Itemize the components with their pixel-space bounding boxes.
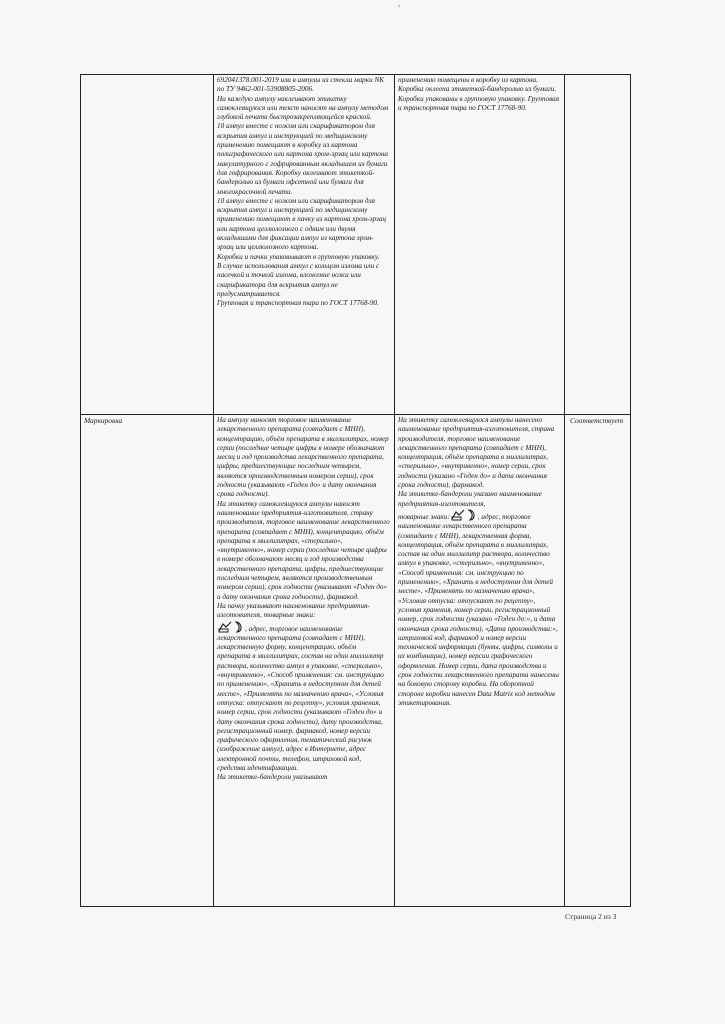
nd-paragraph: 692041378.001-2019 или в ампулы из стекла марки NK по ТУ 9462-001-53908805-2006. xyxy=(217,76,385,94)
nd-paragraph: На этикетку самоклеящуюся ампулы наносят наименование предприятия-изготовителя, страну производителя, торговое наименование лекарственного препарата (совпадает с МНН), концентрацию, объём препарата в миллилитрах, «стерильно», «внутривенно», номер серии (последние четыре цифры в номере обозначают месяц и год производства лекарственного препарата, цифры, предшествующие последним четырем, являются производственным номером серии), срок годности (указывают «Годен до» и дату окончания срока годности), фармакод. xyxy=(217,499,390,601)
verdict-label xyxy=(568,76,570,85)
sample-paragraph: Коробки упакованы в групповую упаковку. Групповая и транспортная тара по ГОСТ 17768-90. xyxy=(398,94,560,112)
table-row-packaging xyxy=(81,75,631,415)
dosage-emblem-icon xyxy=(467,509,477,521)
document-table xyxy=(80,74,631,907)
nd-paragraph-with-symbols xyxy=(217,621,390,774)
sample-paragraph-with-symbols xyxy=(398,509,560,708)
nd-paragraph: На ампулу наносят торговое наименование лекарственного препарата (совпадает с МНН), концентрацию, объём препарата в миллилитрах, номер серии (последние четыре цифры в номере обозначают месяц и год производства лекарственного препарата, цифры, предшествующие последним четырем, являются производственным номером серии), срок годности (указывают «Годен до» и дату окончания срока годности). xyxy=(217,416,389,499)
verdict-label: Соответствует xyxy=(570,416,624,425)
param-cell xyxy=(81,415,214,907)
sample-paragraph: На этикетке-бандероли указано наименование предприятия-изготовителя, xyxy=(398,490,542,508)
sample-paragraph: , адрес, торговое наименование лекарственного препарата (совпадает с МНН), лекарственная форма, концентрация, объём препарата в миллилитрах, состав на один миллилитр раствора, количество ампул в упаковке, «стерильно», «внутривенно», «Способ применения: см. инструкцию по применению», «Хранить в недоступном для детей месте», «Применять по назначению врача», «Условия отпуска: отпускают по рецепту», условия хранения, номер серии, регистрационный номер, срок годности (указано «Годен до:», и дата окончания срока годности), «Дата производства:», штриховой код, фармакод и номер версии технической информации (буквы, цифры, символы и их комбинации), номер версии графического оформления. Номер серии, дата производства и срок годности лекарственного препарата нанесены на боковую сторону коробки. На оборотной стороне коробки нанесен Data Matrix код методом этикетирования. xyxy=(398,512,559,707)
sample-paragraph: На этикетку самоклеящуюся ампулы нанесено наименование предприятия-изготовителя, страна производителя, торговое наименование лекарственного препарата (совпадает с МНН), концентрация, объём препарата в миллилитрах, «стерильно», «внутривенно», номер серии, срок годности (указано «Годен до» и дата окончания срока годности), фармакод. xyxy=(398,416,555,490)
param-label: Маркировка xyxy=(84,416,123,425)
pharma-logo-icon xyxy=(451,509,465,521)
page-number: Страница 2 из 3 xyxy=(565,912,617,921)
nd-paragraph: В случае использования ампул с кольцом излома или с насечкой и точкой излома, вложение ножа или скарификатора для вскрытия ампул не предусматривается. xyxy=(217,261,380,298)
param-cell xyxy=(81,75,214,415)
sample-paragraph: применению помещены в коробку из картона. Коробка оклеена этикеткой-бандеролью из бумаги. xyxy=(398,76,557,94)
nd-paragraph: Групповая и транспортная тара по ГОСТ 17768-90. xyxy=(217,299,379,308)
nd-paragraph: Коробки и пачки упаковывают в групповую упаковку. xyxy=(217,252,380,261)
pharma-logo-icon xyxy=(218,621,232,633)
nd-paragraph: На пачку указывают наименование предприятия-изготовителя, товарные знаки: xyxy=(217,601,370,620)
nd-paragraph: На этикетке-бандероли указывают xyxy=(217,773,328,782)
nd-paragraph: 10 ампул вместе с ножом или скарификатором для вскрытия ампул и инструкцией по медицинскому применению помещают в коробку из картона полиграфического или картона хром-эрзац или картона макулатурного с гофрированным вкладышем из бумаги для гофрирования. Коробку оклеивают этикеткой-бандеролью из бумаги офсетной или бумаги для многокрасочной печати. xyxy=(217,122,389,196)
sample-paragraph: товарные знаки: xyxy=(398,512,450,521)
page-mark: ʼ xyxy=(398,4,400,14)
verdict-cell xyxy=(565,415,631,907)
nd-paragraph: , адрес, торговое наименование лекарственного препарата (совпадает с МНН), лекарственную форму, концентрацию, объём препарата в миллилитрах, состав на один миллилитр раствора, количество ампул в упаковке, «стерильно», «внутривенно», «Способ применения: см. инструкцию по применению», «Хранить в недоступном для детей месте», «Применять по назначению врача», «Условия отпуска: отпускают по рецепту», условия хранения, номер серии, срок годности (указывают «Годен до» и дату окончания срока годности), дату производства, регистрационный номер, фармакод, номер версии графического оформления, тематический рисунок (изображение ампул), адрес в Интернете, адрес электронной почты, телефон, штриховой код, средства идентификации. xyxy=(217,624,384,772)
dosage-emblem-icon xyxy=(234,621,244,633)
nd-requirement-cell xyxy=(214,75,395,415)
sample-result-cell xyxy=(395,75,565,415)
sample-result-cell xyxy=(395,415,565,907)
table-row-marking xyxy=(81,415,631,907)
nd-paragraph: На каждую ампулу наклеивают этикетку самоклеящуюся или текст наносят на ампулу методом глубокой печати быстрозакрепляющейся краской. xyxy=(217,94,389,122)
nd-requirement-cell xyxy=(214,415,395,907)
verdict-cell xyxy=(565,75,631,415)
nd-paragraph: 10 ампул вместе с ножом или скарификатором для вскрытия ампул и инструкцией по медицинскому применению помещают в пачку из картона хром-эрзац или картона целлюлозного с одним или двумя вкладышами для фиксации ампул из картона хром-эрзац или целлюлозного картона. xyxy=(217,196,387,252)
